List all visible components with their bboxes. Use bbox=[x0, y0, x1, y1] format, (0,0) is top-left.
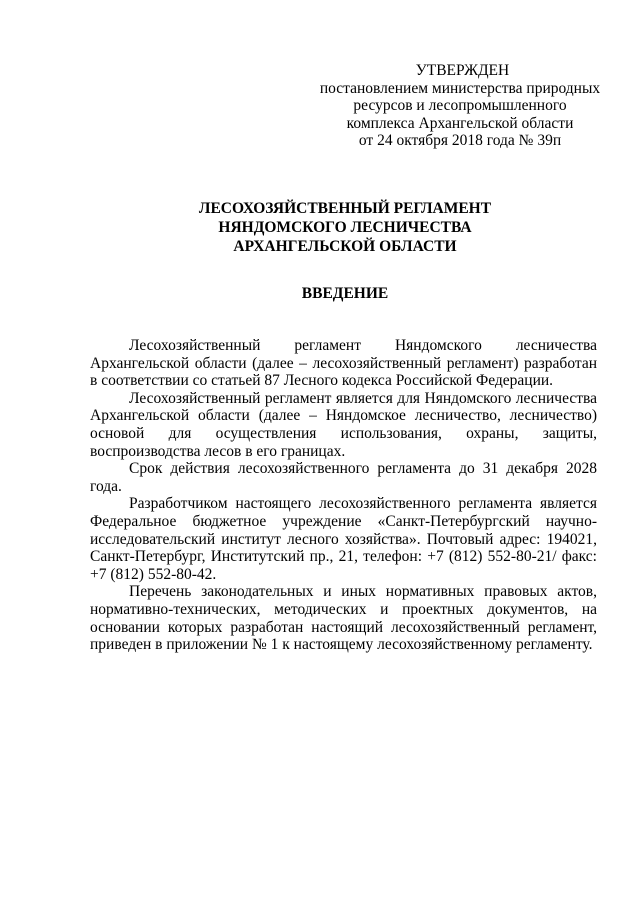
approval-line: комплекса Архангельской области bbox=[346, 114, 574, 132]
approval-block bbox=[300, 62, 620, 150]
document-title-line: НЯНДОМСКОГО ЛЕСНИЧЕСТВА bbox=[218, 219, 472, 236]
document-title-line: ЛЕСОХОЗЯЙСТВЕННЫЙ РЕГЛАМЕНТ bbox=[198, 200, 492, 217]
document-title bbox=[60, 199, 630, 256]
document-title-line: АРХАНГЕЛЬСКОЙ ОБЛАСТИ bbox=[233, 238, 457, 255]
section-heading: ВВЕДЕНИЕ bbox=[301, 285, 389, 302]
paragraph: Разработчиком настоящего лесохозяйственного регламента является Федеральное бюджетное учреждение «Санкт-Петербургский научно-исследовательский институт лесного хозяйства». Почтовый адрес: 194021, Санкт-Петербург, Институтский пр., 21, телефон: +7 (812) 552-80-21/ факс: +7 (812) 552-80-42. bbox=[90, 495, 597, 583]
approval-line: постановлением министерства природных bbox=[319, 79, 601, 97]
approval-line: ресурсов и лесопромышленного bbox=[353, 97, 567, 114]
approval-title: УТВЕРЖДЕН bbox=[415, 62, 510, 79]
approval-date-line: от 24 октября 2018 года № 39п bbox=[358, 132, 562, 149]
paragraph: Лесохозяйственный регламент является для Няндомского лесничества Архангельской области (далее – Няндомское лесничество, лесничество) основой для осуществления использования, охраны, защиты, воспроизводства лесов в его границах. bbox=[90, 389, 597, 460]
paragraph: Перечень законодательных и иных нормативных правовых актов, нормативно-технических, методических и проектных документов, на основании которых разработан настоящий лесохозяйственный регламент, приведен в приложении № 1 к настоящему лесохозяйственному регламенту. bbox=[90, 583, 597, 654]
section-body bbox=[90, 337, 597, 654]
paragraph: Лесохозяйственный регламент Няндомского лесничества Архангельской области (далее – лесохозяйственный регламент) разработан в соответствии со статьей 87 Лесного кодекса Российской Федерации. bbox=[90, 337, 597, 390]
paragraph: Срок действия лесохозяйственного регламента до 31 декабря 2028 года. bbox=[90, 460, 597, 495]
